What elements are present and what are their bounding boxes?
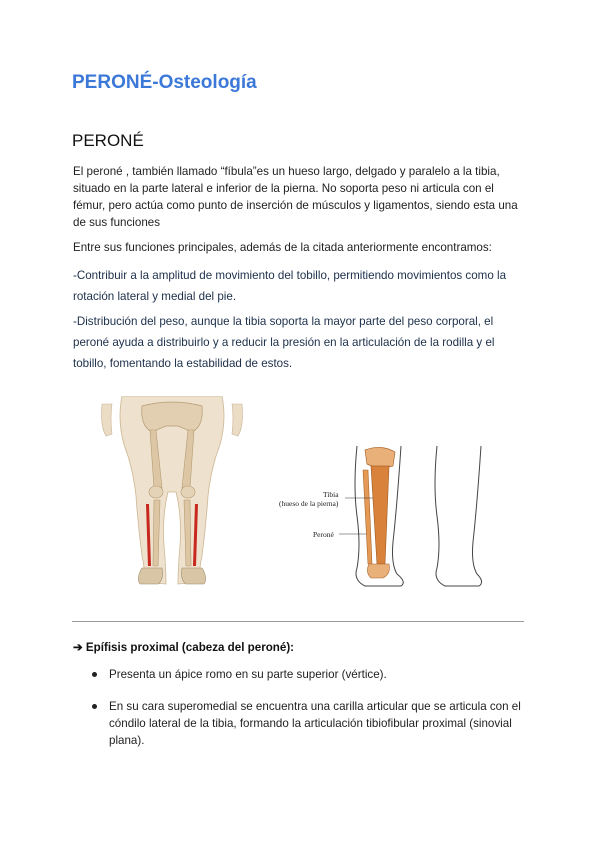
- legs-skeleton-illustration: [98, 396, 246, 590]
- tibia-sub-label: (hueso de la pierna): [279, 499, 339, 508]
- tibia-bone: [371, 466, 389, 564]
- bullet-dot-icon: [92, 704, 97, 709]
- paragraph-function-weight: -Distribución del peso, aunque la tibia soporta la mayor parte del peso corporal, el peroné ayuda a distribuirlo y a reducir la presión en la articulación de la rodilla y el tobillo, fomentando la estabilidad de estos.: [73, 315, 495, 370]
- list-item-text: En su cara superomedial se encuentra una carilla articular que se articula con el cóndilo lateral de la tibia, formando la articulación tibiofibular proximal (sinovial plana).: [109, 700, 521, 747]
- paragraph-intro: El peroné , también llamado “fíbula”es un hueso largo, delgado y paralelo a la tibia, situado en la parte lateral e inferior de la pierna. No soporta peso ni articula con el fémur, pero actúa como punto de inserción de músculos y ligamentos, siendo esta una de sus funciones: [73, 165, 518, 229]
- document-title: PERONÉ-Osteología: [72, 72, 257, 93]
- tibia-fibula-labeled-image: [273, 446, 495, 591]
- subsection-heading: ➔ Epífisis proximal (cabeza del peroné):: [73, 641, 295, 654]
- tibia-label: Tibia: [323, 490, 339, 499]
- list-item-text: Presenta un ápice romo en su parte superior (vértice).: [109, 668, 387, 681]
- perone-label: Peroné: [313, 530, 334, 539]
- paragraph-function-movement: -Contribuir a la amplitud de movimiento del tobillo, permitiendo movimientos como la rotación lateral y medial del pie.: [73, 269, 507, 303]
- fibula-bone: [363, 470, 372, 564]
- paragraph-functions-intro: Entre sus funciones principales, además de la citada anteriormente encontramos:: [73, 241, 492, 254]
- section-divider: [72, 621, 524, 622]
- lower-leg-illustration: [273, 446, 495, 591]
- legs-anatomy-image: [98, 396, 246, 590]
- section-heading: PERONÉ: [72, 131, 144, 150]
- bullet-dot-icon: [92, 672, 97, 677]
